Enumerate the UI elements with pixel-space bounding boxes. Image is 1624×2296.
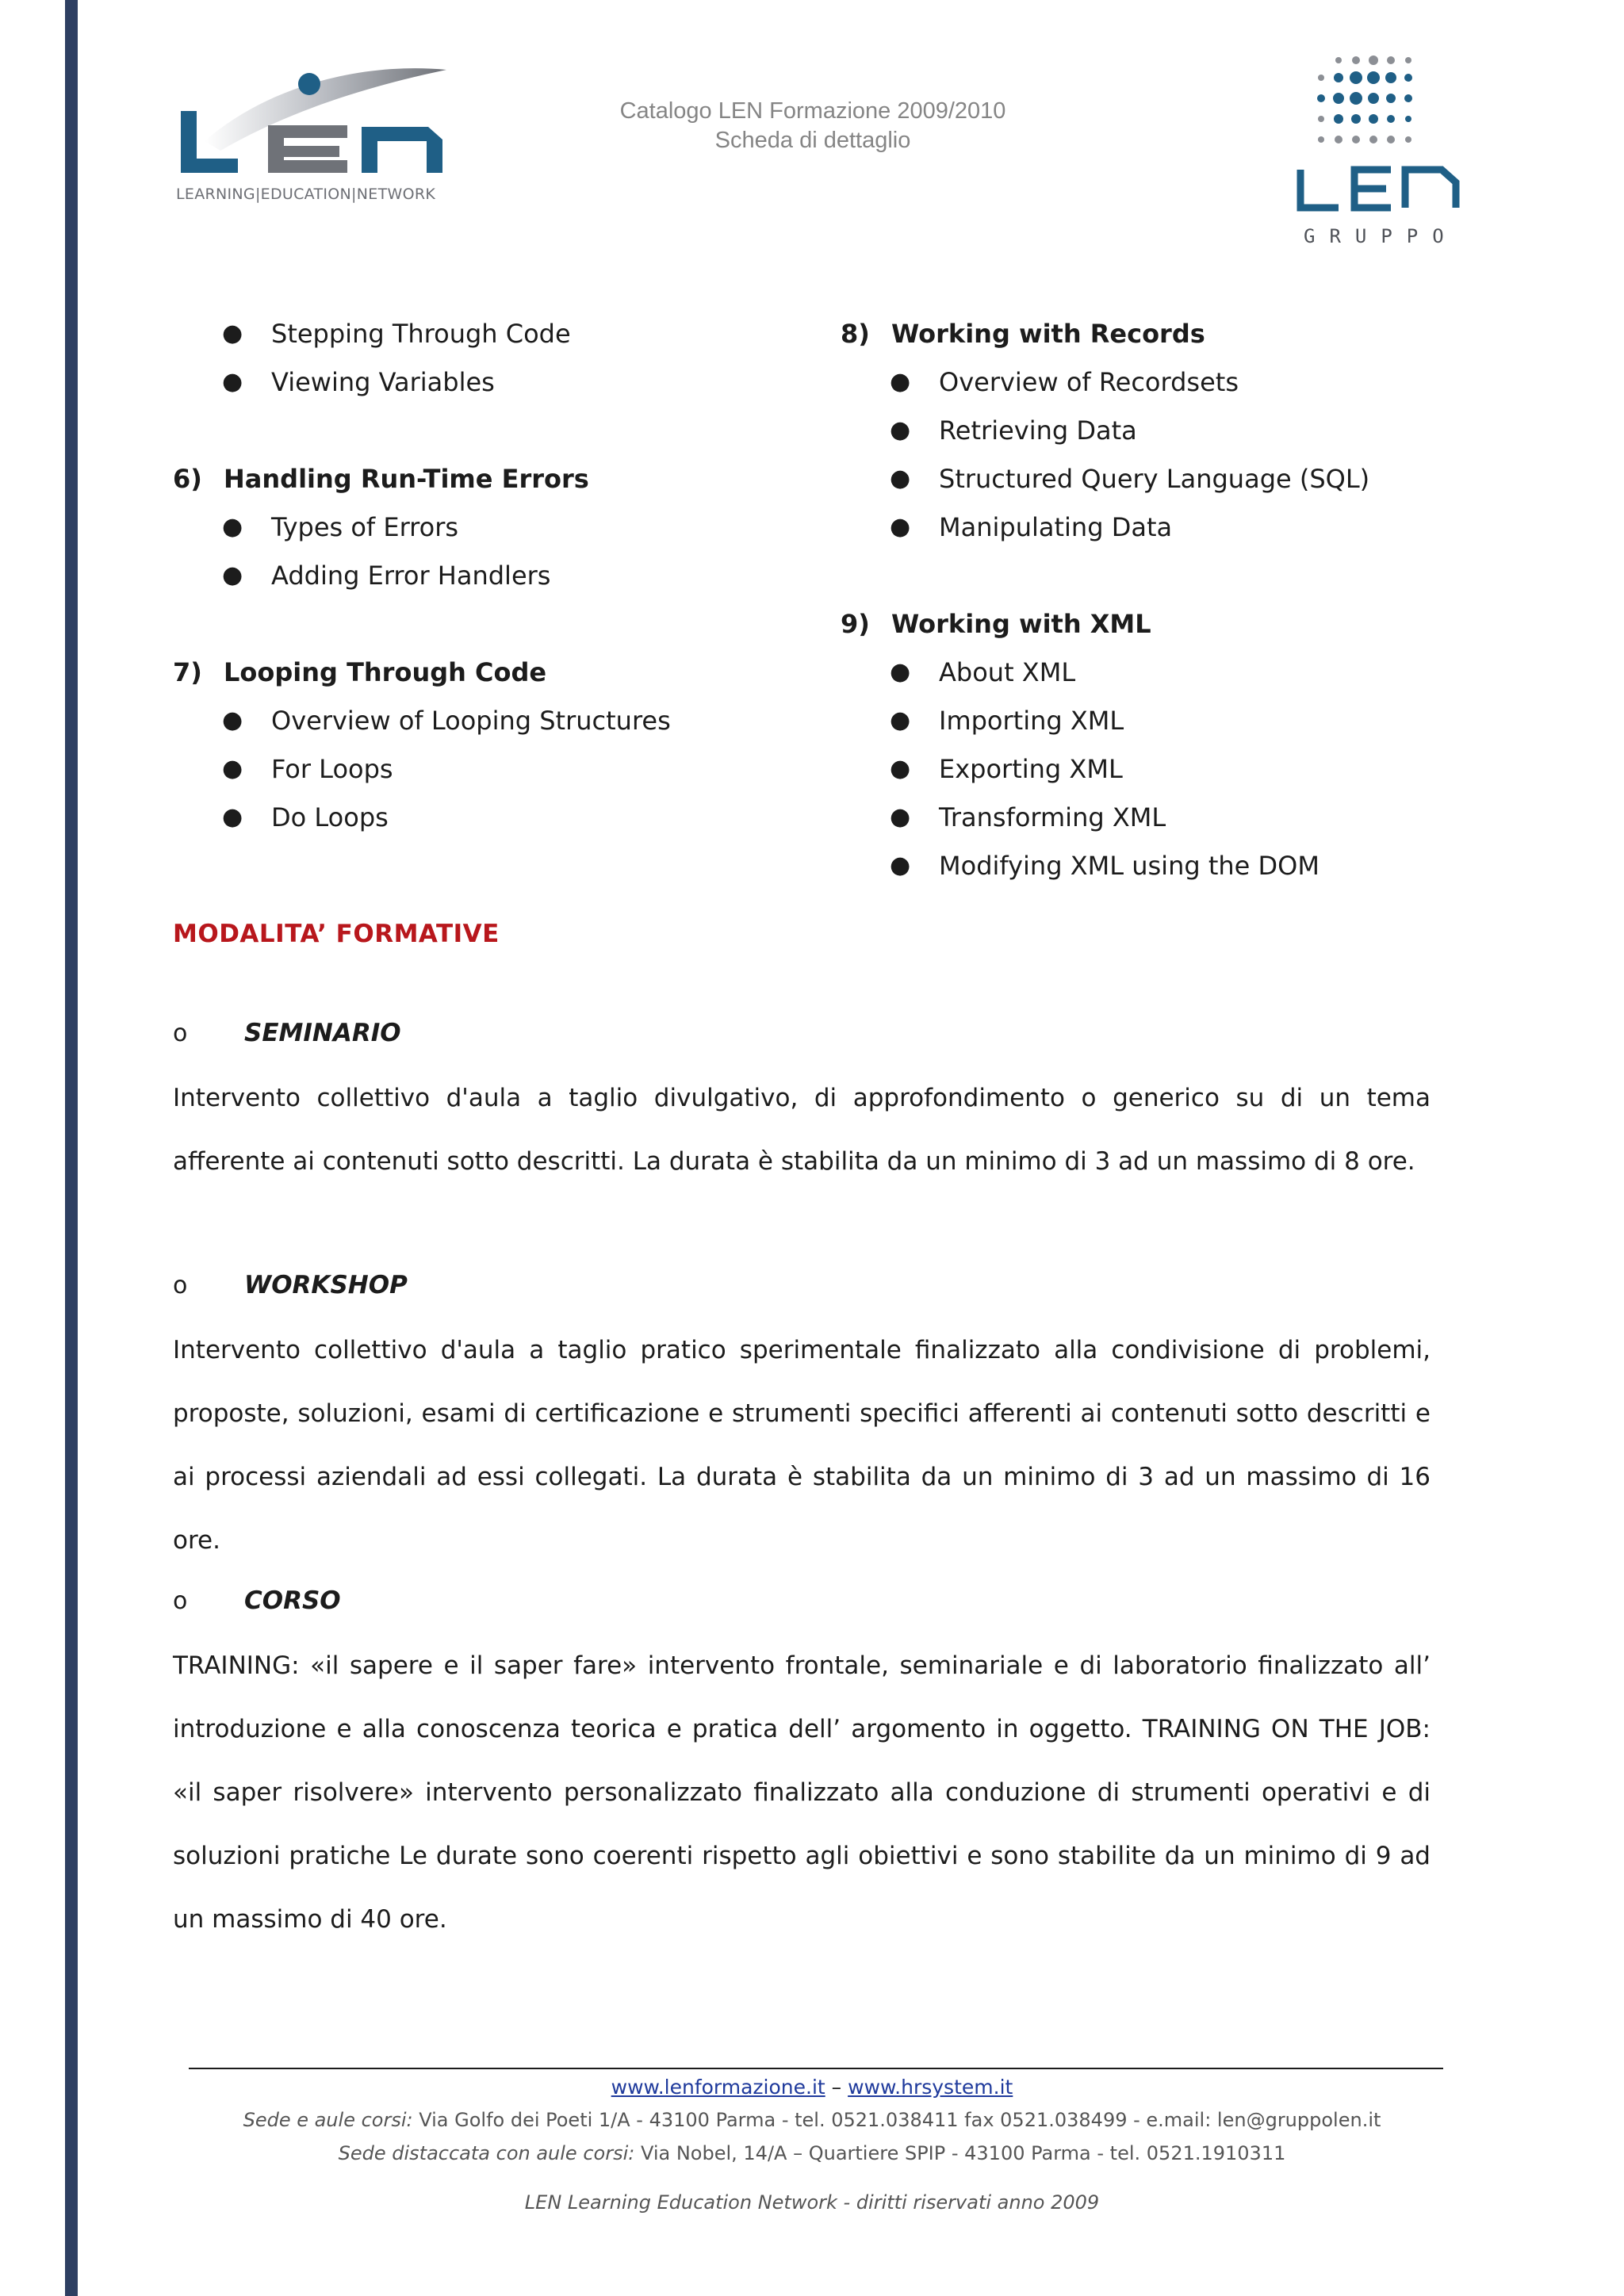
bullet-icon: ● — [890, 465, 911, 492]
section-heading — [173, 454, 807, 503]
list-item — [841, 454, 1522, 503]
mode-heading — [173, 1586, 341, 1615]
catalog-title: Catalogo LEN Formazione 2009/2010 — [619, 98, 1006, 124]
footer-address-main — [0, 2109, 1624, 2131]
list-item — [173, 503, 807, 551]
section-title: Working with Records — [891, 318, 1205, 349]
hrsystem-link[interactable]: www.hrsystem.it — [848, 2076, 1013, 2099]
list-item-text: Transforming XML — [939, 802, 1166, 832]
footer-label: Sede e aule corsi: — [243, 2109, 413, 2131]
section-title: Handling Run-Time Errors — [224, 463, 589, 494]
footer-address-branch — [0, 2142, 1624, 2164]
bullet-icon: ● — [890, 803, 911, 831]
list-item — [173, 793, 807, 841]
list-item-text: Adding Error Handlers — [271, 560, 551, 591]
bullet-icon: ● — [890, 513, 911, 541]
list-item-text: Manipulating Data — [939, 511, 1173, 542]
section-title: Working with XML — [891, 608, 1151, 639]
mode-description: Intervento collettivo d'aula a taglio pratico sperimentale finalizzato alla condivisione di problemi, proposte, soluzioni, esami di certificazione e strumenti specifici afferenti ai contenuti sotto descritti e ai processi aziendali ad essi collegati. La durata è stabilita da un minimo di 3 ad un massimo di 16 ore. — [173, 1336, 1431, 1555]
list-item — [841, 793, 1522, 841]
list-item-text: Importing XML — [939, 705, 1124, 736]
section-title: Looping Through Code — [224, 656, 547, 687]
section-number: 8) — [841, 318, 870, 349]
list-item — [841, 358, 1522, 406]
mode-description: TRAINING: «il sapere e il saper fare» intervento frontale, seminariale e di laboratorio finalizzato all’ introduzione e alla conoscenza teorica e pratica dell’ argomento in oggetto. TRAINING ON THE JOB: «il saper risolvere» intervento personalizzato finalizzato alla conduzione di strumenti operativi e di soluzioni pratiche Le durate sono coerenti rispetto agli obiettivi e sono stabilite da un minimo di 9 ad un massimo di 40 ore. — [173, 1651, 1431, 1934]
mode-heading — [173, 1019, 401, 1047]
bullet-icon: ● — [890, 706, 911, 734]
list-item-text: For Loops — [271, 753, 393, 784]
len-logo-graphic — [173, 62, 458, 181]
footer-links — [0, 2076, 1624, 2099]
document-header — [508, 97, 1118, 155]
len-logo — [173, 62, 458, 212]
logo-tagline: LEARNING|EDUCATION|NETWORK — [176, 186, 436, 203]
footer-copyright — [0, 2191, 1624, 2214]
list-item — [841, 841, 1522, 890]
bullet-icon: ● — [222, 368, 243, 396]
bullet-icon: ● — [890, 658, 911, 686]
section-number: 6) — [173, 463, 202, 494]
circle-bullet-icon: o — [173, 1271, 188, 1299]
mode-label: WORKSHOP — [244, 1271, 408, 1299]
footer-text: Via Golfo dei Poeti 1/A - 43100 Parma - tel. 0521.038411 fax 0521.038499 - e.mail: len@gruppolen.it — [412, 2109, 1381, 2131]
list-item — [841, 406, 1522, 454]
footer-text: Via Nobel, 14/A – Quartiere SPIP - 43100 Parma - tel. 0521.1910311 — [634, 2142, 1286, 2164]
list-item-text: Modifying XML using the DOM — [939, 850, 1320, 881]
list-item — [841, 648, 1522, 696]
list-item-text: Do Loops — [271, 802, 389, 832]
list-item-text: Stepping Through Code — [271, 318, 571, 349]
mode-label: SEMINARIO — [244, 1019, 401, 1047]
bullet-icon: ● — [890, 851, 911, 879]
mode-description: Intervento collettivo d'aula a taglio divulgativo, di approfondimento o generico su di un tema afferente ai contenuti sotto descritti. La durata è stabilita da un minimo di 3 ad un massimo di 8 ore. — [173, 1084, 1431, 1176]
link-separator: – — [831, 2076, 842, 2099]
list-item-text: Overview of Recordsets — [939, 366, 1239, 397]
list-item-text: About XML — [939, 656, 1076, 687]
len-gruppo-logo — [1293, 51, 1483, 257]
bullet-icon: ● — [890, 755, 911, 783]
bullet-icon: ● — [222, 561, 243, 589]
section-number: 9) — [841, 608, 870, 639]
list-item-text: Types of Errors — [271, 511, 459, 542]
lenformazione-link[interactable]: www.lenformazione.it — [611, 2076, 825, 2099]
footer-label: Sede distaccata con aule corsi: — [338, 2142, 635, 2164]
list-item — [173, 696, 807, 744]
bullet-icon: ● — [222, 706, 243, 734]
dot-matrix-logo-graphic — [1293, 51, 1483, 217]
list-item — [173, 358, 807, 406]
list-item — [173, 309, 807, 358]
outline-right-column — [841, 309, 1522, 890]
bullet-icon: ● — [222, 513, 243, 541]
list-item — [841, 744, 1522, 793]
list-item — [173, 744, 807, 793]
list-item-text: Retrieving Data — [939, 415, 1137, 446]
bullet-icon: ● — [890, 416, 911, 444]
list-item — [841, 503, 1522, 551]
mode-heading — [173, 1271, 408, 1299]
mode-label: CORSO — [244, 1586, 341, 1615]
section-heading — [841, 599, 1522, 648]
outline-left-column — [173, 309, 807, 841]
list-item-text: Exporting XML — [939, 753, 1123, 784]
section-number: 7) — [173, 656, 202, 687]
list-item-text: Overview of Looping Structures — [271, 705, 671, 736]
bullet-icon: ● — [890, 368, 911, 396]
list-item-text: Structured Query Language (SQL) — [939, 463, 1370, 494]
footer-divider — [189, 2068, 1443, 2069]
circle-bullet-icon: o — [173, 1019, 188, 1047]
bullet-icon: ● — [222, 803, 243, 831]
bullet-icon: ● — [222, 320, 243, 347]
section-heading — [841, 309, 1522, 358]
list-item — [841, 696, 1522, 744]
circle-bullet-icon: o — [173, 1586, 188, 1615]
list-item — [173, 551, 807, 599]
catalog-subtitle: Scheda di dettaglio — [714, 128, 911, 153]
page-left-border — [65, 0, 78, 2296]
copyright-text: LEN Learning Education Network - diritti riservati anno 2009 — [524, 2191, 1100, 2214]
list-item-text: Viewing Variables — [271, 366, 495, 397]
section-heading — [173, 648, 807, 696]
gruppo-wordmark: GRUPPO — [1304, 225, 1458, 247]
bullet-icon: ● — [222, 755, 243, 783]
modalita-heading: MODALITA’ FORMATIVE — [173, 920, 500, 948]
